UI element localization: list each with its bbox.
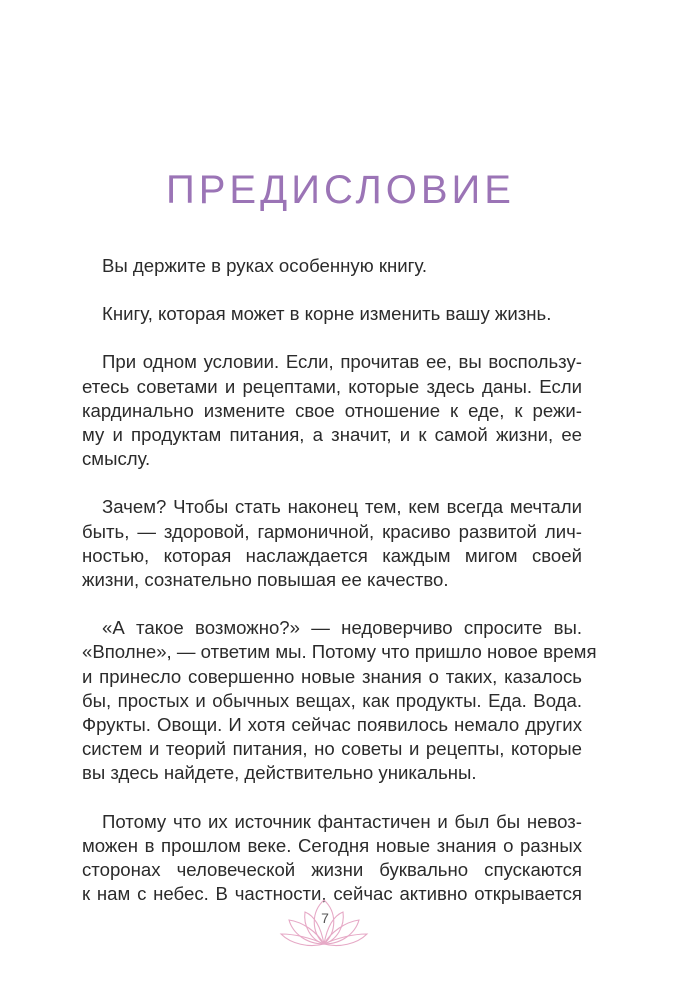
text-line: кардинально измените свое отношение к еде, к режи- — [82, 399, 582, 421]
text-line: можен в прошлом веке. Сегодня новые знания о разных — [82, 834, 582, 856]
text-line: Вы держите в руках особенную книгу. — [102, 255, 428, 276]
text-line: быть, — здоровой, гармоничной, красиво развитой лич- — [82, 520, 582, 542]
paragraph — [62, 254, 582, 278]
text-line: му и продуктам питания, а значит, и к самой жизни, ее — [82, 424, 582, 446]
paragraph — [62, 495, 582, 592]
text-line: к нам с небес. В частности, сейчас активно открывается — [82, 883, 582, 905]
text-line: етесь советами и рецептами, которые здесь даны. Если — [82, 375, 582, 397]
paragraph — [62, 350, 582, 471]
page-footer — [0, 896, 681, 956]
text-line: При одном условии. Если, прочитав ее, вы воспользу- — [102, 351, 582, 373]
body-text — [62, 254, 597, 930]
text-line: сторонах человеческой жизни буквально спускаются — [82, 859, 582, 881]
paragraph — [62, 616, 597, 785]
text-line: ностью, которая наслаждается каждым мигом своей — [82, 544, 582, 566]
text-line: Потому что их источник фантастичен и был бы невоз- — [102, 810, 582, 832]
text-line: «А такое возможно?» — недоверчиво спросите вы. — [102, 617, 582, 639]
paragraph — [62, 302, 582, 326]
text-line: вы здесь найдете, действительно уникальны. — [82, 762, 477, 784]
text-line: жизни, сознательно повышая ее качество. — [82, 569, 449, 591]
text-line: систем и теорий питания, но советы и рецепты, которые — [82, 738, 582, 760]
text-line: «Вполне», — ответим мы. Потому что пришло новое время — [82, 641, 597, 663]
text-line: Фрукты. Овощи. И хотя сейчас появилось немало других — [82, 714, 582, 736]
text-line: смыслу. — [82, 448, 151, 470]
text-line: и принесло совершенно новые знания о таких, казалось — [82, 665, 582, 687]
text-line: бы, простых и обычных вещах, как продукты. Еда. Вода. — [82, 689, 582, 711]
page-title: ПРЕДИСЛОВИЕ — [166, 168, 515, 212]
text-line: Книгу, которая может в корне изменить вашу жизнь. — [102, 303, 552, 325]
page-number: 7 — [321, 910, 329, 926]
text-line: Зачем? Чтобы стать наконец тем, кем всегда мечтали — [102, 496, 582, 518]
paragraph — [62, 810, 582, 907]
